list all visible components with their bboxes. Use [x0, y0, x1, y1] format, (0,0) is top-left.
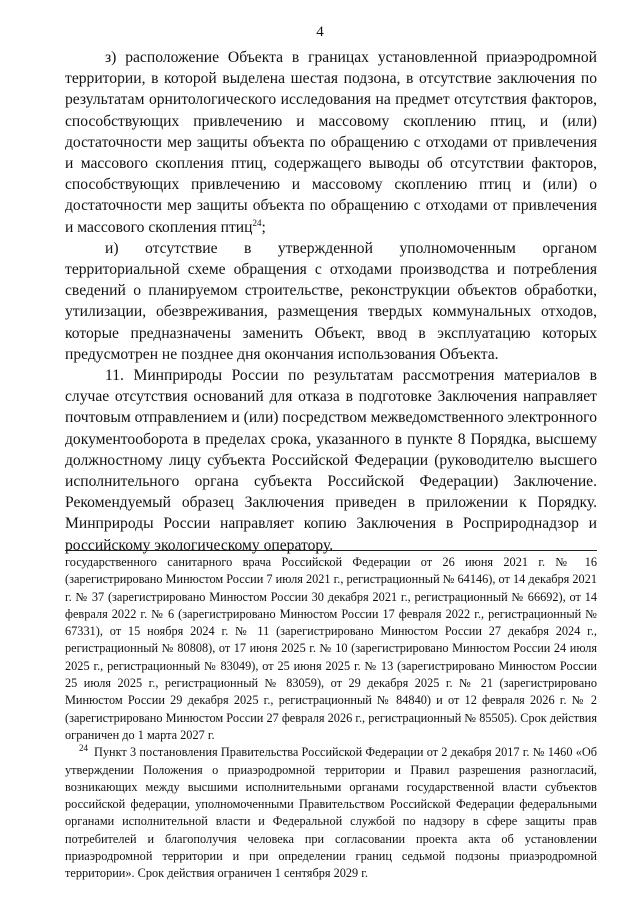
main-text: [65, 47, 597, 556]
footnote-24-mark: 24: [79, 743, 88, 754]
footnote-ref-24[interactable]: 24: [252, 217, 262, 228]
paragraph-11: 11. Минприроды России по результатам рассмотрения материалов в случае отсутствия оснований для отказа в подготовке Заключения направляет почтовым отправлением и (или) посредством межведомственного электронного документооборота в пределах срока, указанного в пункте 8 Порядка, высшему должностному лицу субъекта Российской Федерации (руководителю высшего исполнительного органа субъекта Российской Федерации) Заключение. Рекомендуемый образец Заключения приведен в приложении к Порядку. Минприроды России направляет копию Заключения в Росприроднадзор и российскому экологическому оператору.: [65, 367, 597, 554]
footnote-24-text: Пункт 3 постановления Правительства Российской Федерации от 2 декабря 2017 г. № 1460 «Об утверждении Положения о приаэродромной территории и Правил разрешения разногласий, возникающих между высшими исполнительными органами государственной власти субъектов российской федерации, уполномоченными Правительством Российской Федерации федеральными органами исполнительной власти и Федеральной службой по надзору в сфере защиты прав потребителей и благополучия человека при согласовании проекта акта об установлении приаэродромной территории и при определении границ седьмой подзоны приаэродромной территории». Срок действия ограничен 1 сентября 2029 г.: [65, 745, 597, 881]
footnote-separator: [65, 550, 597, 551]
footnote-continued: государственного санитарного врача Российской Федерации от 26 июня 2021 г. № 16 (зарегистрировано Минюстом России 7 июля 2021 г., регистрационный № 64146), от 14 декабря 2021 г. № 37 (зарегистрировано Минюстом России 30 декабря 2021 г., регистрационный № 66692), от 14 февраля 2022 г. № 6 (зарегистрировано Минюстом России 17 февраля 2022 г., регистрационный № 67331), от 15 ноября 2024 г. № 11 (зарегистрировано Минюстом России 27 декабря 2024 г., регистрационный № 80808), от 17 июня 2025 г. № 10 (зарегистрировано Минюстом России 24 июля 2025 г., регистрационный № 83049), от 25 июня 2025 г. № 13 (зарегистрировано Минюстом России 25 июля 2025 г., регистрационный № 83059), от 29 декабря 2025 г. № 21 (зарегистрировано Минюстом России 29 декабря 2025 г., регистрационный № 84840) и от 12 февраля 2026 г. № 2 (зарегистрировано Минюстом России 27 февраля 2026 г., регистрационный № 85505). Срок действия ограничен до 1 марта 2027 г.: [65, 555, 598, 742]
paragraph-z-end: ;: [261, 218, 266, 236]
paragraph-i: и) отсутствие в утвержденной уполномоченным органом территориальной схеме обращения с отходами производства и потребления сведений о планируемом строительстве, реконструкции объектов обработки, утилизации, обезвреживания, размещения твердых коммунальных отходов, которые предназначены заменить Объект, ввод в эксплуатацию которых предусмотрен не позднее дня окончания использования Объекта.: [65, 239, 597, 363]
paragraph-z-text: з) расположение Объекта в границах установленной приаэродромной территории, в которой выделена шестая подзона, в отсутствие заключения по результатам орнитологического исследования на предмет отсутствия факторов, способствующих привлечению и массовому скоплению птиц, и (или) достаточности мер защиты объекта по обращению с отходами от привлечения и массового скопления птиц, содержащего выводы об отсутствии факторов, способствующих привлечению и массовому скоплению птиц и (или) о достаточности мер защиты объекта по обращению с отходами от привлечения и массового скопления птиц: [65, 49, 597, 236]
paragraph-z: [65, 47, 597, 238]
footnote-24: [65, 744, 597, 882]
page-number: 4: [316, 24, 324, 40]
footnotes: [65, 554, 597, 883]
